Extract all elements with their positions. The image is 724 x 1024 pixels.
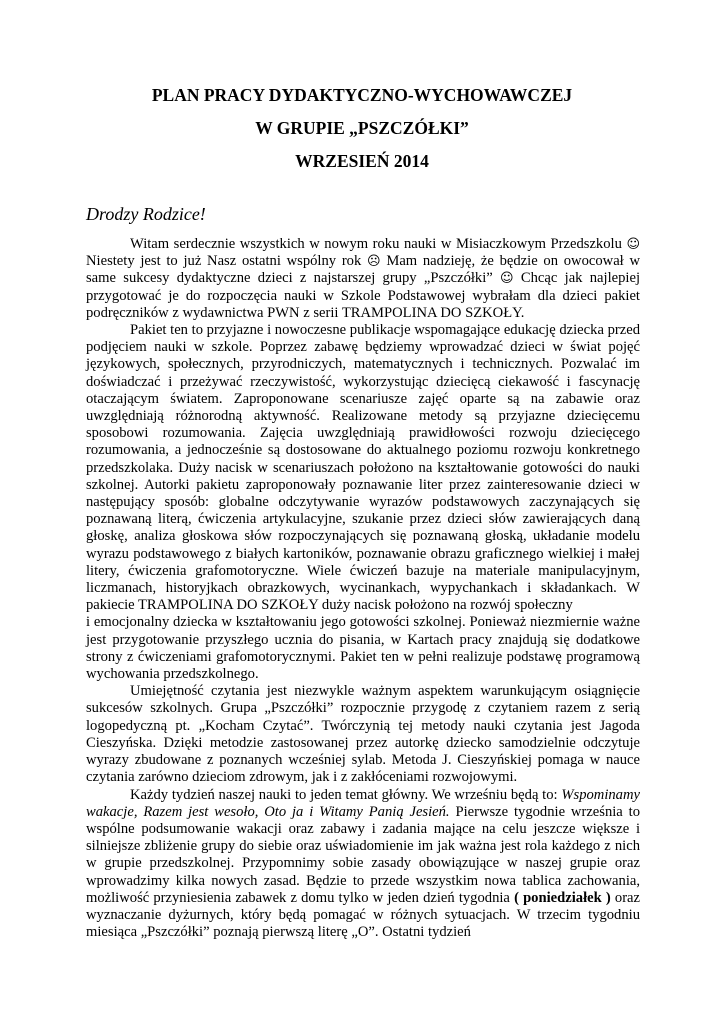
paragraph-intro — [86, 236, 640, 322]
paragraph-intro-c: Mam nadzieję, że będzie on owocował w same sukcesy dydaktyczne dzieci z najstarszej grupy „Pszczółki” — [86, 253, 641, 287]
salutation: Drodzy Rodzice! — [86, 204, 206, 224]
paragraph-weekly-a: Każdy tydzień naszej nauki to jeden temat główny. We wrześniu będą to: — [130, 786, 558, 803]
smile-icon: ☺ — [626, 237, 640, 252]
paragraph-weekly-b: Pierwsze tygodnie września to wspólne podsumowanie wakacji oraz zabawy i zadania mające na celu jeszcze większe i silniejsze zbliżenie grupy do siebie oraz uświadomienie im jak ważna jest rola każdego z nich w grupie przedszkolnej. Przypomnimy sobie zasady obowiązujące w naszej grupie oraz wprowadzimy kilka nowych zasad. Będzie to przede wszystkim nowa tablica zachowania, możliwość przyniesienia zabawek z domu tylko w jeden dzień tygodnia — [86, 803, 640, 906]
frown-icon: ☹ — [367, 254, 381, 270]
title-line-2: W GRUPIE „PSZCZÓŁKI” — [255, 118, 469, 138]
smile-icon: ☺ — [500, 271, 514, 287]
document-title — [0, 85, 724, 184]
title-line-1: PLAN PRACY DYDAKTYCZNO-WYCHOWAWCZEJ — [151, 85, 573, 105]
monday-note: ( poniedziałek ) — [514, 889, 611, 906]
paragraph-package: Pakiet ten to przyjazne i nowoczesne publikacje wspomagające edukację dziecka przed podjęciem nauki w szkole. Poprzez zabawę będziemy wprowadzać dzieci w świat pojęć językowych, społecznych, przyrodniczych, matematycznych i technicznych. Pozwalać im doświadczać i przeżywać rzeczywistość, wykorzystując dziecięcą ciekawość i fascynację otaczającym światem. Zaproponowane scenariusze zajęć oparte są na zabawie oraz uwzględniają różnorodną aktywność. Realizowane metody są przyjazne dziecięcemu sposobowi rozumowania. Zajęcia uwzględniają prawidłowości rozwoju dziecięcego rozumowania, a jednocześnie są dostosowane do aktualnego poziomu rozwoju konkretnego przedszkolaka. Duży nacisk w scenariuszach położono na kształtowanie gotowości do nauki szkolnej. Autorki pakietu zaproponowały poznawanie liter przez zainteresowanie dzieci w następujący sposób: globalne odczytywanie wyrazów podstawowych zaczynających się poznawaną literą, ćwiczenia artykulacyjne, szukanie przez dzieci słów zawierających daną głoskę, analiza głoskowa słów rozpoczynających się poznawaną głoską, układanie modelu wyrazu podstawowego z białych kartoników, poznawanie obrazu graficznego wielkiej i małej litery, ćwiczenia grafomotoryczne. Wiele ćwiczeń bazuje na materiale manipulacyjnym, liczmanach, historyjkach obrazkowych, wycinankach, wypychankach i składankach. W pakiecie TRAMPOLINA DO SZKOŁY duży nacisk położono na rozwój społeczny — [86, 322, 640, 614]
paragraph-intro-a: Witam serdecznie wszystkich w nowym roku nauki w Misiaczkowym Przedszkolu — [130, 236, 622, 252]
paragraph-intro-b: Niestety jest to już Nasz ostatni wspólny rok — [86, 253, 362, 270]
paragraph-reading: Umiejętność czytania jest niezwykle ważnym aspektem warunkującym osiągnięcie sukcesów szkolnych. Grupa „Pszczółki” rozpocznie przygodę z czytaniem razem z serią logopedyczną pt. „Kocham Czytać”. Twórczynią tej metody nauki czytania jest Jagoda Cieszyńska. Dzięki metodzie zastosowanej przez autorkę dziecko samodzielnie odczytuje wyrazy zbudowane z poznanych wcześniej sylab. Metoda J. Cieszyńskiej pomaga w nauce czytania zarówno dzieciom zdrowym, jak i z zakłóceniami rozwojowymi. — [86, 683, 640, 786]
paragraph-intro-d: Chcąc jak najlepiej przygotować je do rozpoczęcia nauki w Szkole Podstawowej wybrałam dla dzieci pakiet podręczników z wydawnictwa PWN z serii TRAMPOLINA DO SZKOŁY. — [86, 270, 641, 321]
paragraph-weekly-c: oraz wyznaczanie dyżurnych, który będą pomagać w różnych sytuacjach. W trzecim tygodniu miesiąca „Pszczółki” poznają pierwszą literę „O”. Ostatni tydzień — [86, 889, 641, 941]
paragraph-package-continued: i emocjonalny dziecka w kształtowaniu jego gotowości szkolnej. Ponieważ niezmiernie ważne jest przygotowanie przyszłego ucznia do pisania, w Kartach pracy znajdują się dodatkowe strony z ćwiczeniami grafomotorycznymi. Pakiet ten w pełni realizuje podstawę programową wychowania przedszkolnego. — [86, 614, 640, 683]
title-line-3: WRZESIEŃ 2014 — [295, 151, 429, 171]
document-body — [86, 236, 640, 941]
paragraph-weekly-topics — [86, 787, 640, 942]
weekly-topics-list: Wspominamy wakacje, Razem jest wesoło, Oto ja i Witamy Panią Jesień. — [86, 786, 640, 820]
